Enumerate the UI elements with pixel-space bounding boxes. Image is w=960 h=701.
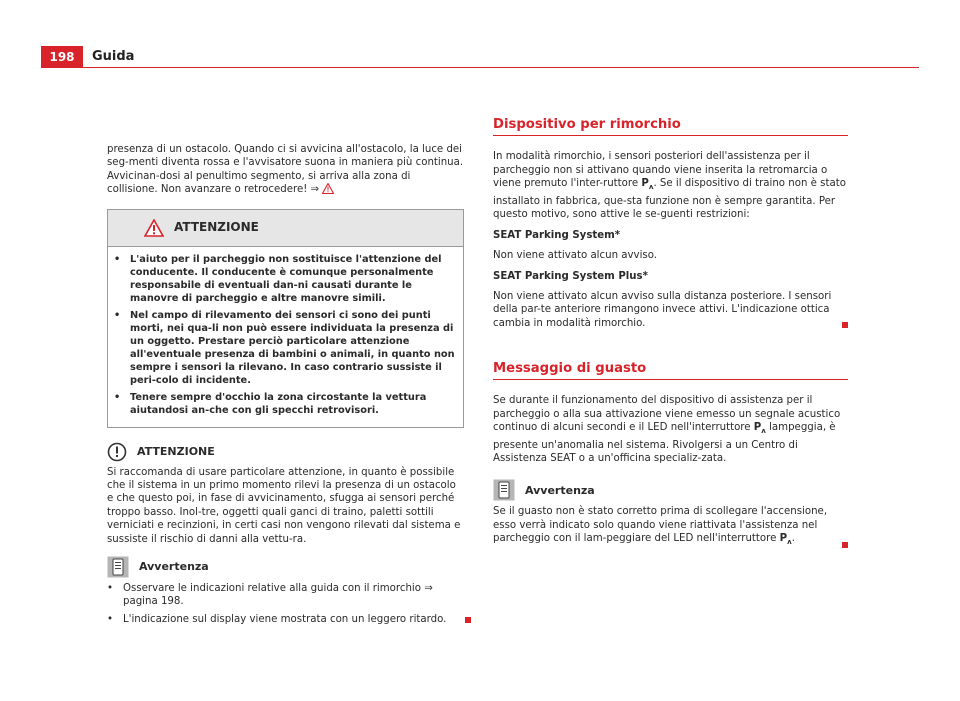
end-marker — [842, 322, 848, 328]
warning-box-body — [108, 247, 463, 427]
fault-note-text: Se il guasto non è stato corretto prima di scollegare l'accensione, esso verrà indicato solo quando viene riattivata l'assistenza nel parcheggio con il lam-peggiare del LED nell'interruttore $P_ʌ$. — [493, 505, 848, 549]
fault-text: Se durante il funzionamento del dispositivo di assistenza per il parcheggio o alla sua attivazione viene emesso un segnale acustico continuo di alcuni secondi e il LED nell'interruttore $P_ʌ$ lampeggia, è presente un'anomalia nel sistema. Rivolgersi a un Centro di Assistenza SEAT o a un'officina specializ-zata. — [493, 395, 841, 464]
section-title-trailer: Dispositivo per rimorchio — [493, 118, 848, 136]
subheading-parking-system: SEAT Parking System* — [493, 230, 621, 242]
note-title: Avvertenza — [139, 560, 209, 574]
warning-box-header — [108, 210, 463, 247]
exclamation-circle-icon — [107, 442, 127, 462]
list-item: • Nel campo di rilevamento dei sensori ci sono dei punti morti, nei qua-li non può essere individuata la presenza di un oggetto. Prestare perciò particolare attenzione all'eventuale presenza di bambini o animali, in quanto non sempre i sensori la rilevano. In caso contrario sussiste il peri-colo di incidente. — [114, 309, 455, 386]
warning-box-title: ATTENZIONE — [174, 219, 259, 234]
switch-icon: $P_ʌ$ — [779, 533, 792, 547]
caution-text: Si raccomanda di usare particolare attenzione, in quanto è possibile che il sistema in un primo momento rilevi la presenza di un ostacolo e che questo poi, in fase di avvicinamento, sfugga ai sensori perché troppo basso. Inol-tre, oggetti quali ganci di traino, paletti sottili verniciati e recinzioni, in certi casi non vengono rilevati dal sistema e sussiste il rischio di danni alla vettu-ra. — [107, 466, 461, 545]
note-header — [493, 479, 848, 501]
page-number: 198 — [41, 46, 83, 68]
left-column — [107, 143, 464, 626]
warning-box — [107, 209, 464, 428]
note-title: Avvertenza — [525, 483, 595, 497]
right-column — [493, 118, 848, 558]
header-divider — [41, 67, 919, 68]
warning-triangle-icon — [144, 219, 164, 237]
end-marker — [842, 542, 848, 548]
caution-title: ATTENZIONE — [137, 444, 215, 458]
note-info-icon — [493, 479, 515, 501]
intro-paragraph: presenza di un ostacolo. Quando ci si avvicina all'ostacolo, la luce dei seg-menti diventa rossa e l'avvisatore suona in maniera più continua. Avvicinan-dosi al penultimo segmento, si arriva alla zona di collisione. Non avanzare o retrocedere! ⇒ — [107, 144, 464, 196]
parking-system-plus-text: Non viene attivato alcun avviso sulla distanza posteriore. I sensori della par-te anteriore rimangono invece attivi. L'indicazione ottica cambia in modalità rimorchio. — [493, 290, 848, 330]
section-title-fault: Messaggio di guasto — [493, 362, 848, 380]
page-header-title: Guida — [92, 49, 135, 64]
parking-system-text: Non viene attivato alcun avviso. — [493, 249, 657, 261]
note-header — [107, 556, 464, 578]
trailer-intro: In modalità rimorchio, i sensori posteriori dell'assistenza per il parcheggio non si attivano quando viene inserita la retromarcia o viene premuto l'inter-ruttore $P_ʌ$. Se il dispositivo di traino non è stato installato in fabbrica, que-sta funzione non è sempre garantita. Per questo motivo, sono attive le se-guenti restrizioni: — [493, 151, 846, 221]
end-marker — [465, 617, 471, 623]
list-item: • Osservare le indicazioni relative alla guida con il rimorchio ⇒ pagina 198. — [107, 583, 433, 608]
warning-triangle-icon — [322, 183, 334, 194]
list-item: • L'aiuto per il parcheggio non sostituisce l'attenzione del conducente. Il conducente è comunque personalmente responsabile di eventuali dan-ni causati durante le manovre di parcheggio e altre manovre simili. — [114, 253, 442, 304]
subheading-parking-system-plus: SEAT Parking System Plus* — [493, 271, 648, 283]
list-item: • L'indicazione sul display viene mostrata con un leggero ritardo. — [107, 613, 464, 626]
switch-icon: $P_ʌ$ — [641, 178, 654, 192]
switch-icon: $P_ʌ$ — [753, 422, 766, 436]
caution-header — [107, 442, 464, 462]
note-info-icon — [107, 556, 129, 578]
list-item: • Tenere sempre d'occhio la zona circostante la vettura aiutandosi an-che con gli specchi retrovisori. — [114, 391, 427, 416]
